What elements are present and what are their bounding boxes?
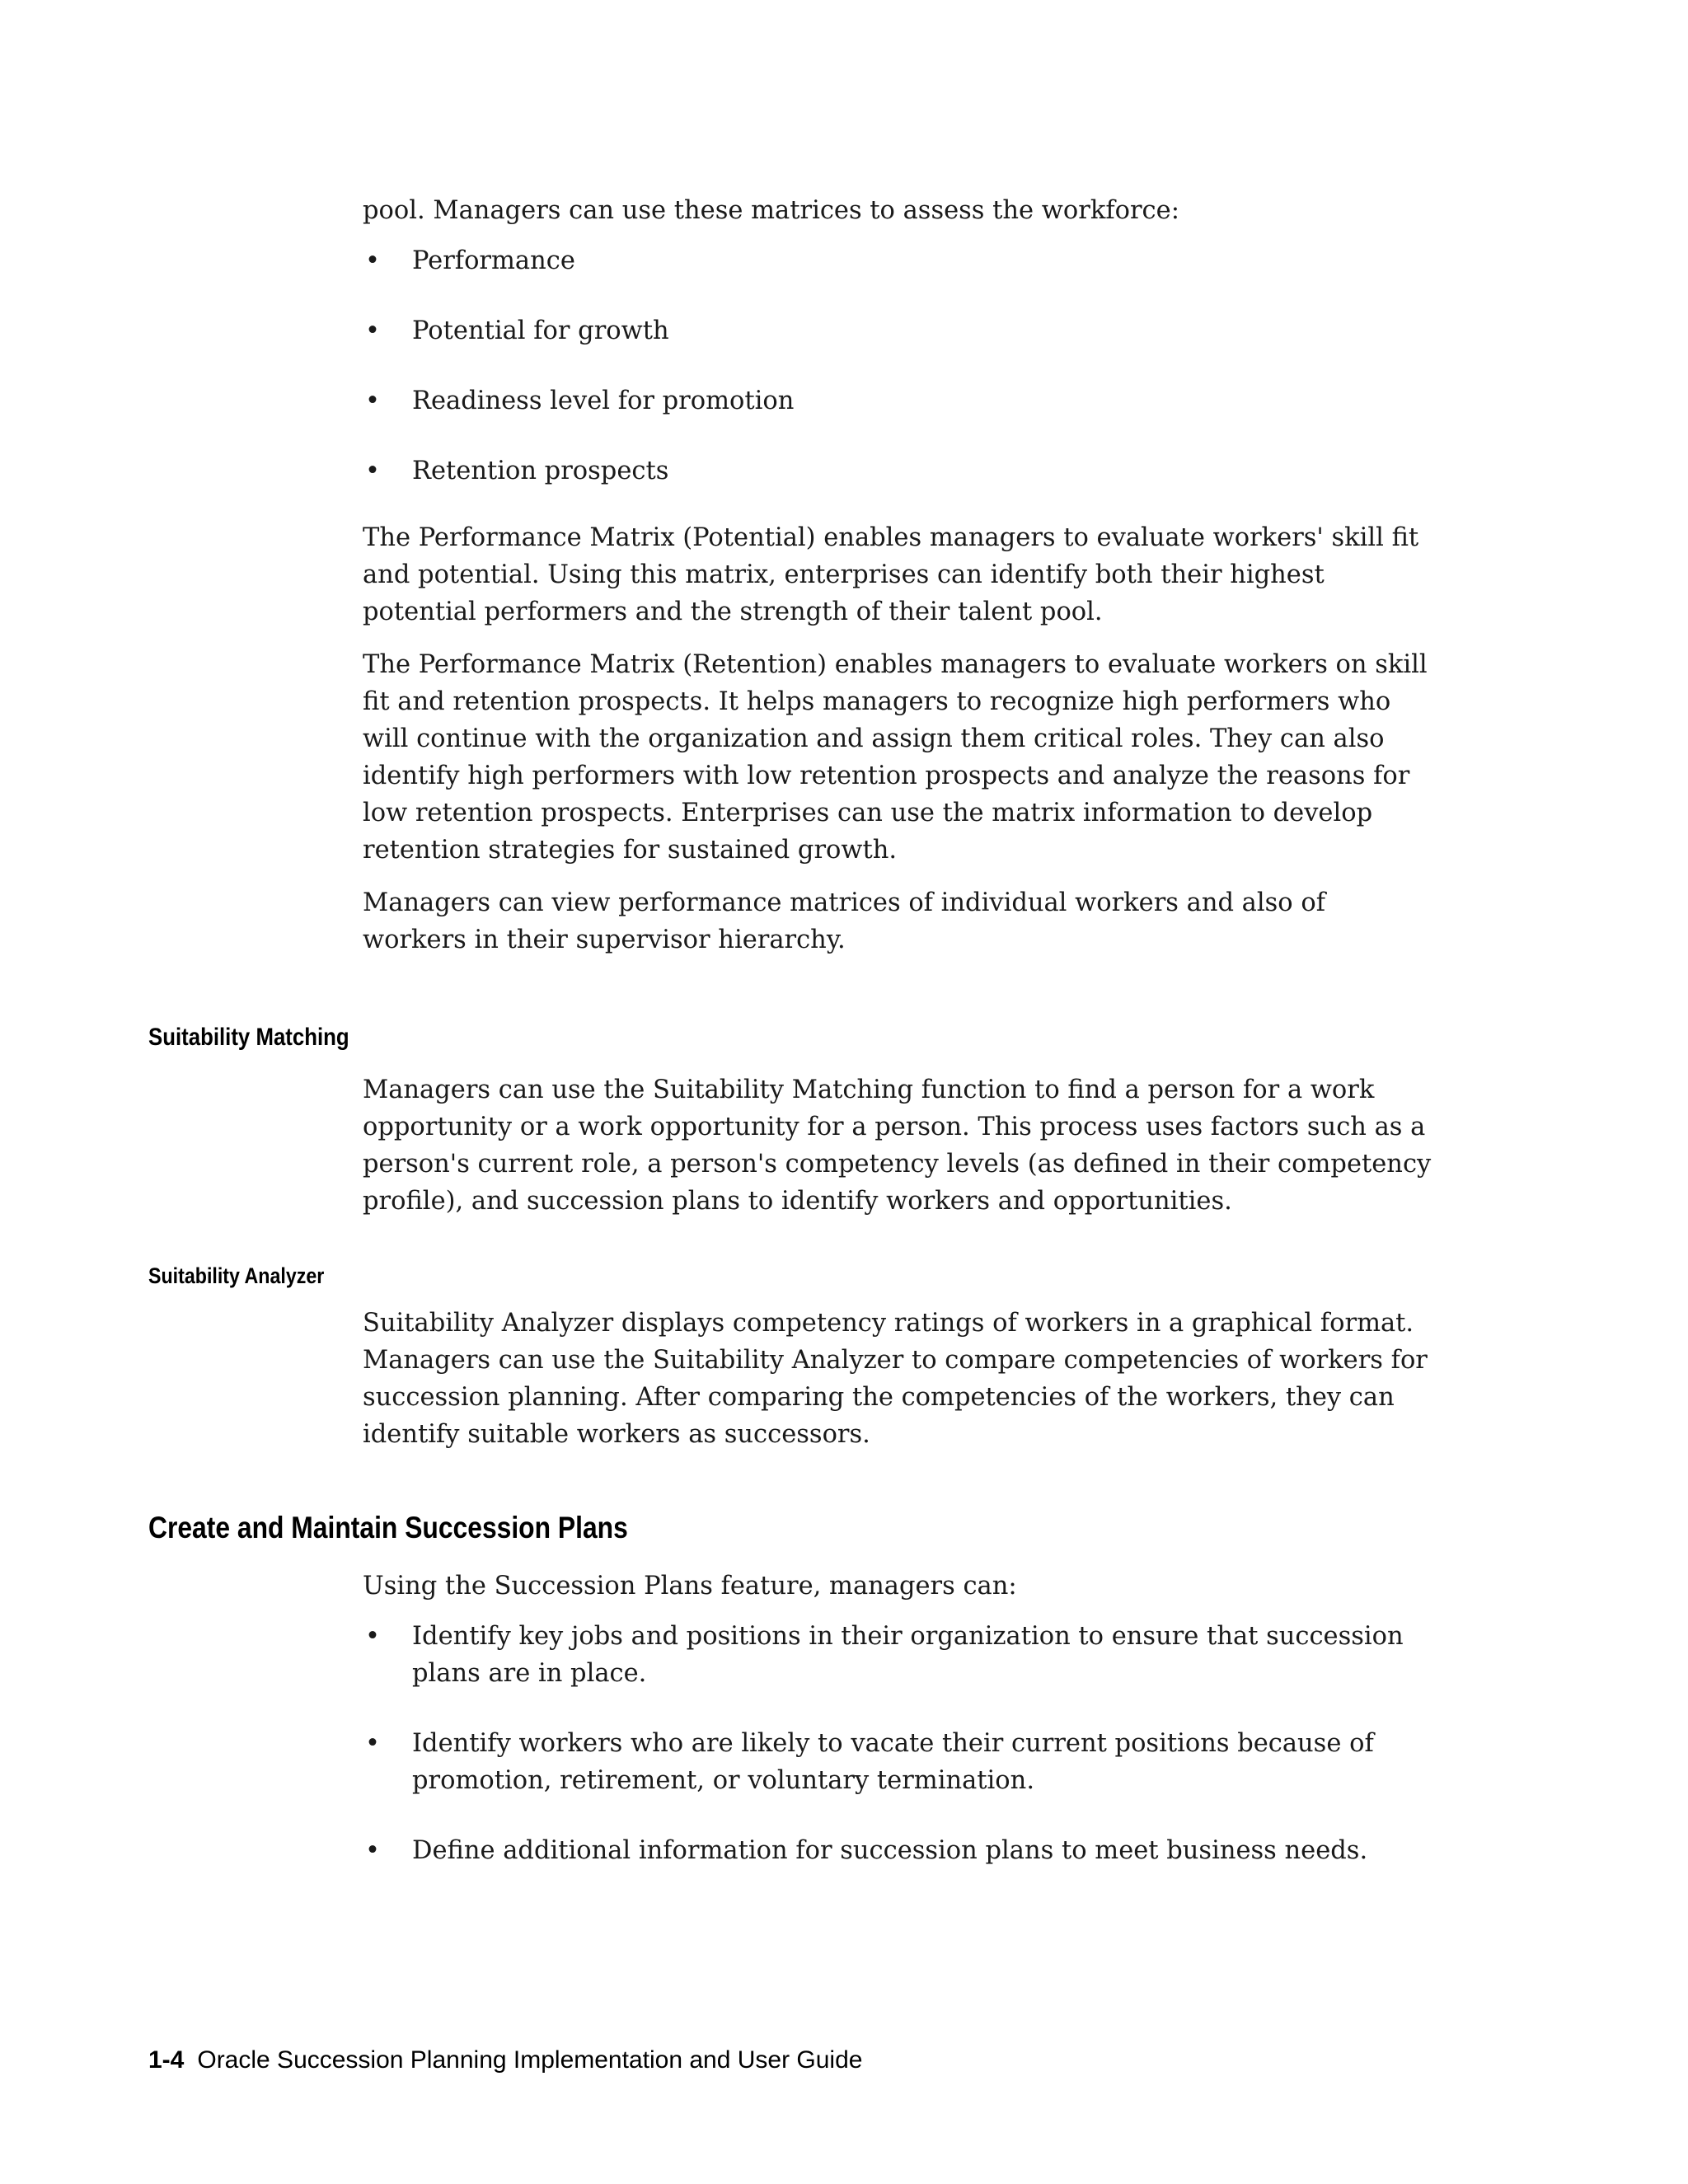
list-item-text: Identify key jobs and positions in their organization to ensure that succession plans are in place. (412, 1622, 1404, 1688)
page-footer (148, 2046, 862, 2074)
list-item (363, 1832, 1434, 1869)
succession-plans-section (363, 1568, 1434, 1902)
succession-plans-bullet-list (363, 1618, 1434, 1869)
suitability-matching-section (363, 1071, 1434, 1220)
bullet-icon: • (365, 1729, 380, 1758)
list-item-text: Define additional information for succession plans to meet business needs. (412, 1836, 1368, 1865)
retention-matrix-paragraph: The Performance Matrix (Retention) enables managers to evaluate workers on skill fit and retention prospects. It helps managers to recognize high performers who will continue with the organization and assign them critical roles. They can also identify high performers with low retention prospects and analyze the reasons for low retention prospects. Enterprises can use the matrix information to develop retention strategies for sustained growth. (363, 650, 1428, 865)
suitability-analyzer-section (363, 1305, 1434, 1453)
view-matrices-paragraph: Managers can view performance matrices of individual workers and also of workers in their supervisor hierarchy. (363, 888, 1325, 954)
bullet-icon: • (365, 387, 380, 415)
bullet-icon: • (365, 246, 380, 275)
list-item-text: Identify workers who are likely to vacate their current positions because of promotion, retirement, or voluntary termination. (412, 1729, 1374, 1795)
page-number: 1-4 (148, 2046, 185, 2074)
matrices-section (363, 192, 1434, 958)
list-item-text: Potential for growth (412, 316, 669, 345)
suitability-analyzer-paragraph: Suitability Analyzer displays competency ratings of workers in a graphical format. Managers can use the Suitability Analyzer to compare competencies of workers for succession planning. After comparing the competencies of the workers, they can identify suitable workers as successors. (363, 1309, 1428, 1449)
list-item-text: Readiness level for promotion (412, 387, 795, 415)
bullet-icon: • (365, 316, 380, 345)
list-item (363, 242, 1434, 279)
bullet-icon: • (365, 1622, 380, 1651)
matrices-intro: pool. Managers can use these matrices to assess the workforce: (363, 196, 1179, 225)
list-item (363, 312, 1434, 349)
bullet-icon: • (365, 1836, 380, 1865)
suitability-matching-paragraph: Managers can use the Suitability Matching function to find a person for a work opportunity or a work opportunity for a person. This process uses factors such as a person's current role, a person's competency levels (as defined in their competency profile), and succession plans to identify workers and opportunities. (363, 1076, 1432, 1216)
list-item-text: Retention prospects (412, 457, 669, 485)
list-item (363, 452, 1434, 490)
suitability-matching-heading: Suitability Matching (148, 1024, 349, 1051)
list-item (363, 1618, 1434, 1692)
succession-plans-intro: Using the Succession Plans feature, managers can: (363, 1572, 1017, 1601)
book-title: Oracle Succession Planning Implementation and User Guide (197, 2046, 863, 2074)
potential-matrix-paragraph: The Performance Matrix (Potential) enables managers to evaluate workers' skill fit and potential. Using this matrix, enterprises can identify both their highest potential performers and the strength of their talent pool. (363, 523, 1419, 626)
bullet-icon: • (365, 457, 380, 485)
list-item (363, 1725, 1434, 1799)
suitability-analyzer-heading: Suitability Analyzer (148, 1263, 325, 1288)
succession-plans-heading: Create and Maintain Succession Plans (148, 1511, 628, 1544)
list-item-text: Performance (412, 246, 575, 275)
matrices-bullet-list (363, 242, 1434, 490)
list-item (363, 382, 1434, 419)
